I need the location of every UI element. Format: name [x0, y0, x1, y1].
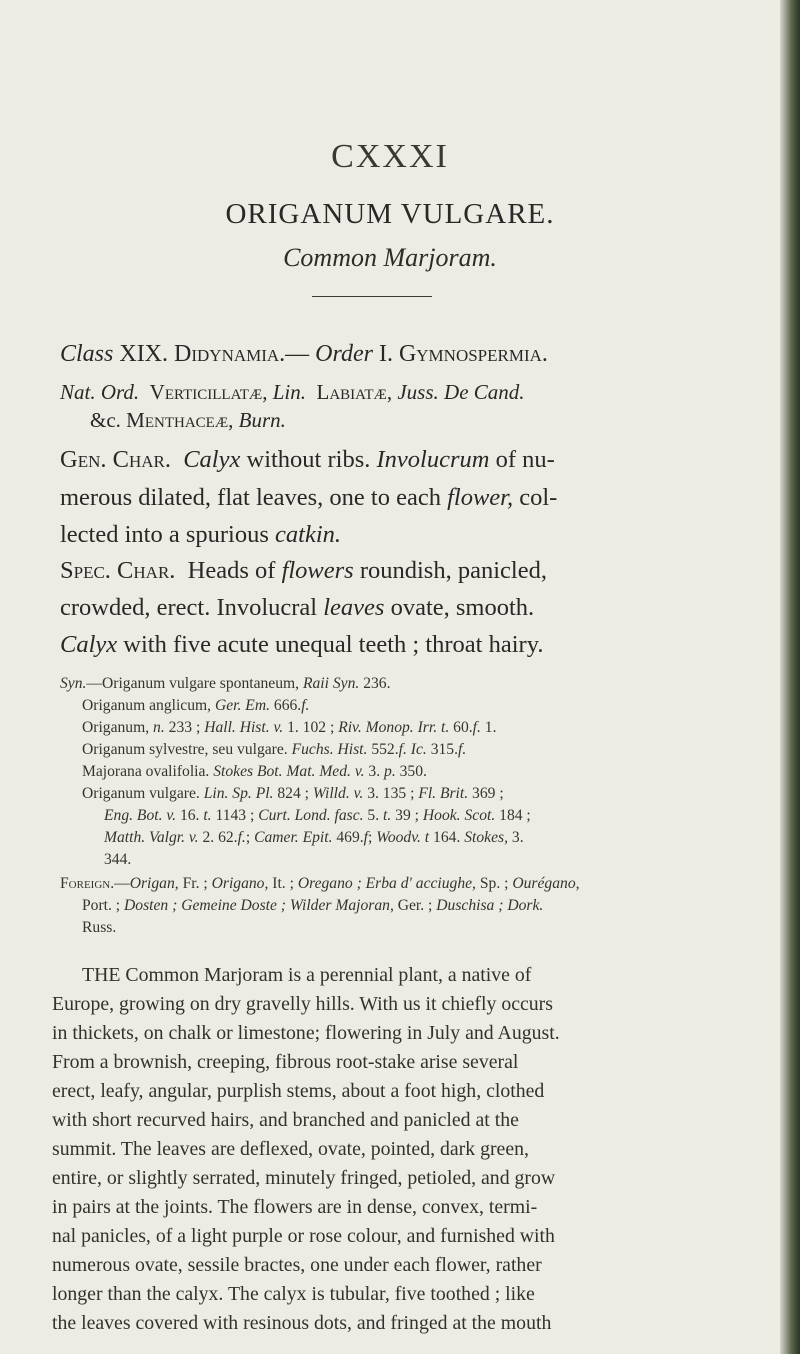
class-value: XIX.: [119, 341, 169, 367]
spec-char-text: Heads of: [187, 557, 276, 584]
synonym-text: 60.: [453, 719, 473, 736]
synonym-text: 39 ;: [395, 807, 419, 824]
description-line: From a brownish, creeping, fibrous root-stake arise several: [52, 1051, 519, 1073]
synonym-text: 184 ;: [499, 807, 531, 824]
synonym-text: Eng. Bot. v.: [104, 807, 177, 824]
description-line: nal panicles, of a light purple or rose colour, and furnished with: [52, 1225, 555, 1247]
synonym-text: Hook. Scot.: [422, 807, 496, 824]
synonym-text: Stokes,: [464, 829, 508, 846]
synonym-text: 164.: [433, 829, 461, 846]
synonym-line: [104, 849, 131, 871]
title-rule: [312, 296, 432, 297]
synonym-line: [82, 783, 504, 805]
description-line: entire, or slightly serrated, minutely fringed, petioled, and grow: [52, 1167, 556, 1189]
synonym-text: 666.: [273, 697, 302, 714]
gen-char-line-3: [60, 521, 341, 549]
synonym-text: Riv. Monop. Irr. t.: [338, 719, 450, 736]
synonym-text: —Origanum vulgare spontaneum,: [86, 675, 300, 692]
description-line: in thickets, on chalk or limestone; flowering in July and August.: [52, 1022, 560, 1044]
description-line: the leaves covered with resinous dots, and fringed at the mouth: [52, 1312, 552, 1334]
foreign-text: Origan,: [129, 875, 179, 892]
synonym-line: [104, 827, 524, 849]
nat-ord-etc: &c.: [90, 408, 121, 432]
gen-char-text: without ribs.: [246, 446, 371, 473]
synonym-text: 16.: [179, 807, 200, 824]
synonym-text: Origanum,: [82, 719, 150, 736]
description-line: in pairs at the joints. The flowers are in dense, convex, termi-: [52, 1196, 538, 1218]
description-line: with short recurved hairs, and branched and panicled at the: [52, 1109, 519, 1131]
nat-ord-menthaceae-authority: Burn.: [238, 408, 286, 432]
order-label: Order: [315, 341, 373, 367]
description-text: Common Marjoram is a perennial plant, a native of: [120, 964, 532, 986]
synonym-text: p.: [384, 763, 396, 780]
synonym-text: Ic.: [410, 741, 427, 758]
synonym-text: 5.: [367, 807, 380, 824]
gen-char-text: Involucrum: [376, 446, 490, 473]
nat-ord-labiatae-authority: Juss. De Cand.: [397, 380, 525, 404]
synonym-text: Majorana ovalifolia.: [82, 763, 210, 780]
synonym-text: Origanum vulgare.: [82, 785, 200, 802]
spec-char-line-2: [60, 594, 534, 622]
synonym-text: Woodv.: [376, 829, 421, 846]
order-name: Gymnospermia.: [398, 341, 548, 367]
synonym-text: 3. 135 ;: [367, 785, 415, 802]
synonym-text: f.: [398, 741, 407, 758]
foreign-text: Fr. ;: [178, 875, 212, 892]
synonym-text: 469.: [336, 829, 364, 846]
spec-char-text: crowded, erect. Involucral: [60, 594, 318, 621]
foreign-label: Foreign.: [60, 875, 115, 892]
synonym-line: [104, 805, 531, 827]
synonym-line: [82, 717, 496, 739]
spec-char-text: leaves: [323, 594, 385, 621]
plate-number: CXXXI: [331, 138, 449, 175]
nat-ord-line-2: [90, 408, 286, 433]
synonym-text: f: [363, 829, 369, 846]
synonym-text: Ger. Em.: [214, 697, 270, 714]
synonym-text: f.: [472, 719, 481, 736]
description-first-word: THE: [82, 964, 121, 986]
synonym-text: Stokes Bot. Mat. Med. v.: [213, 763, 365, 780]
gen-char-text: col-: [519, 484, 558, 511]
class-line: [60, 341, 548, 368]
class-label: Class: [60, 341, 114, 367]
gen-char-text: of nu-: [495, 446, 555, 473]
gen-char-text: flower,: [447, 484, 514, 511]
description-line: Europe, growing on dry gravelly hills. With us it chiefly occurs: [52, 993, 553, 1015]
synonym-text: 350.: [399, 763, 427, 780]
gen-char-text: lected into a spurious: [60, 521, 269, 548]
synonym-text: 1. 102 ;: [287, 719, 335, 736]
synonym-line: [82, 695, 309, 717]
synonym-text: 1.: [484, 719, 497, 736]
common-name: Common Marjoram.: [283, 243, 497, 272]
synonym-line: [82, 761, 427, 783]
class-name: Didynamia.—: [174, 341, 310, 367]
page-title: ORIGANUM VULGARE.: [225, 198, 555, 230]
foreign-line: [60, 873, 580, 895]
synonym-text: Origanum sylvestre, seu vulgare.: [82, 741, 288, 758]
synonym-label: Syn.: [60, 675, 87, 692]
order-value: I.: [378, 341, 393, 367]
synonym-text: Hall. Hist. v.: [204, 719, 284, 736]
foreign-text: —: [114, 875, 130, 892]
nat-ord-menthaceae: Menthaceæ,: [126, 408, 234, 432]
nat-ord-label: Nat. Ord.: [60, 380, 140, 404]
page-edge: [780, 0, 800, 1354]
synonym-text: 236.: [363, 675, 391, 692]
synonym-text: Fl. Brit.: [418, 785, 469, 802]
spec-char-line-3: [60, 631, 543, 659]
spec-char-text: Calyx: [60, 631, 118, 658]
synonym-text: 2. 62.: [202, 829, 238, 846]
synonym-text: t: [424, 829, 430, 846]
spec-char-text: with five acute unequal teeth ; throat hairy.: [123, 631, 544, 658]
description-line: [82, 964, 531, 987]
synonym-text: 824 ;: [277, 785, 309, 802]
gen-char-text: Calyx: [183, 446, 241, 473]
synonym-text: 344.: [104, 851, 132, 868]
nat-ord-verticillatae: Verticillatæ,: [149, 380, 268, 404]
spec-char-label: Spec. Char.: [60, 557, 176, 584]
foreign-text: Ger. ;: [393, 897, 437, 914]
synonym-text: 3.: [368, 763, 381, 780]
synonym-text: 369 ;: [472, 785, 504, 802]
synonym-text: f.: [237, 829, 246, 846]
nat-ord-line: [60, 380, 525, 405]
description-line: summit. The leaves are deflexed, ovate, pointed, dark green,: [52, 1138, 529, 1160]
synonym-text: Matth. Valgr. v.: [104, 829, 199, 846]
foreign-line: [82, 917, 116, 939]
synonym-text: ;: [245, 829, 251, 846]
synonym-text: Raii Syn.: [302, 675, 360, 692]
synonym-text: Origanum anglicum,: [82, 697, 212, 714]
gen-char-line-1: [60, 446, 555, 474]
synonym-text: Willd. v.: [312, 785, 364, 802]
foreign-text: Russ.: [82, 919, 117, 936]
description-line: numerous ovate, sessile bractes, one under each flower, rather: [52, 1254, 542, 1276]
synonym-line: [60, 673, 390, 695]
synonym-text: 315.: [430, 741, 458, 758]
synonym-text: 3.: [511, 829, 524, 846]
foreign-text: Origano,: [211, 875, 269, 892]
synonym-text: ;: [368, 829, 373, 846]
synonym-line: [82, 739, 466, 761]
foreign-text: Ourégano,: [512, 875, 580, 892]
synonym-text: t.: [383, 807, 392, 824]
spec-char-text: ovate, smooth.: [390, 594, 535, 621]
foreign-text: Dosten ; Gemeine Doste ; Wilder Majoran,: [124, 897, 394, 914]
foreign-text: Duschisa ; Dork.: [436, 897, 544, 914]
synonym-text: n.: [153, 719, 165, 736]
spec-char-line-1: [60, 557, 547, 585]
synonym-text: f.: [301, 697, 310, 714]
foreign-text: Port. ;: [82, 897, 125, 914]
synonym-text: 233 ;: [168, 719, 201, 736]
description-line: longer than the calyx. The calyx is tubular, five toothed ; like: [52, 1283, 535, 1305]
nat-ord-labiatae: Labiatæ,: [316, 380, 393, 404]
synonym-text: Lin. Sp. Pl.: [203, 785, 274, 802]
nat-ord-verticillatae-authority: Lin.: [272, 380, 307, 404]
synonym-text: 1143 ;: [215, 807, 255, 824]
synonym-text: t.: [203, 807, 212, 824]
foreign-text: Sp. ;: [475, 875, 513, 892]
synonym-text: f.: [457, 741, 467, 758]
gen-char-text: catkin.: [275, 521, 342, 548]
description-line: erect, leafy, angular, purplish stems, about a foot high, clothed: [52, 1080, 545, 1102]
foreign-line: [82, 895, 543, 917]
synonym-text: Fuchs. Hist.: [291, 741, 368, 758]
spec-char-text: roundish, panicled,: [359, 557, 547, 584]
gen-char-text: merous dilated, flat leaves, one to each: [60, 484, 441, 511]
spec-char-text: flowers: [281, 557, 354, 584]
gen-char-line-2: [60, 484, 557, 512]
gen-char-label: Gen. Char.: [60, 446, 171, 473]
synonym-text: 552.: [371, 741, 399, 758]
synonym-text: Curt. Lond. fasc.: [258, 807, 364, 824]
foreign-text: It. ;: [268, 875, 298, 892]
synonym-text: Camer. Epit.: [254, 829, 333, 846]
foreign-text: Oregano ; Erba d' acciughe,: [297, 875, 476, 892]
